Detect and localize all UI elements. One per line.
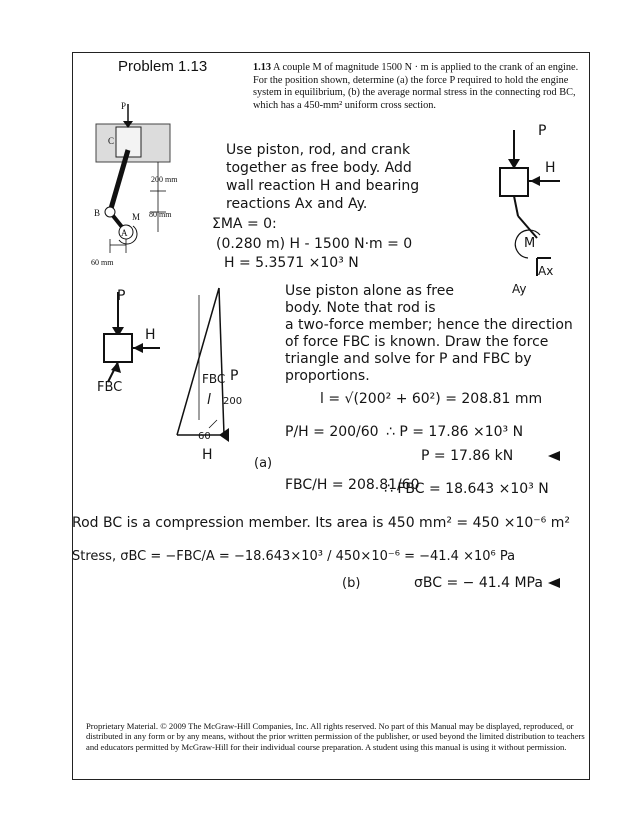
- solution-line-6: (0.280 m) H - 1500 N·m = 0: [216, 236, 413, 252]
- figure-label-m: M: [132, 212, 141, 222]
- equation-fbc-ratio: FBC/H = 208.81/60: [285, 477, 420, 493]
- solution-line-5: ΣMA = 0:: [212, 216, 277, 232]
- part-b-label: (b): [342, 576, 361, 591]
- problem-text: A couple M of magnitude 1500 N · m is applied to the crank of an engine. For the position shown, determine (a) the force P required to hold the engine system in equilibrium, (b) the average normal stress in the connecting rod BC, which has a 450-mm² uniform cross section.: [253, 62, 579, 112]
- fbd2-label-fbc: FBC: [97, 380, 123, 395]
- fbd1-label-ay: Ay: [512, 282, 527, 296]
- piston-text-4: of force FBC is known. Draw the force: [285, 334, 549, 350]
- triangle-label-200: 200: [223, 396, 243, 407]
- final-stress-answer: σBC = − 41.4 MPa: [414, 575, 543, 591]
- solution-line-3: wall reaction H and bearing: [226, 178, 420, 194]
- fbd2-label-p: P: [117, 288, 126, 304]
- problem-title: Problem 1.13: [118, 58, 208, 75]
- figure-label-b: B: [94, 208, 101, 218]
- answer-b-arrow: [548, 578, 560, 588]
- figure-label-p: P: [121, 101, 127, 111]
- figure-label-a: A: [121, 228, 128, 238]
- fbd1-label-h: H: [545, 160, 556, 176]
- fbd1-label-ax: Ax: [538, 264, 554, 278]
- piston-text-1: Use piston alone as free: [285, 283, 454, 299]
- triangle-label-h: H: [202, 447, 213, 463]
- dimension-80mm: 80 mm: [149, 210, 172, 219]
- piston-text-5: triangle and solve for P and FBC by: [285, 351, 532, 367]
- problem-number: 1.13: [253, 62, 272, 73]
- fbd2-label-h: H: [145, 327, 156, 343]
- rod-area-line: Rod BC is a compression member. Its area is 450 mm² = 450 ×10⁻⁶ m²: [72, 515, 570, 531]
- equation-length: l = √(200² + 60²) = 208.81 mm: [320, 391, 543, 407]
- piston-text-2: body. Note that rod is: [285, 300, 436, 316]
- piston-text-6: proportions.: [285, 368, 370, 384]
- piston-text-3: a two-force member; hence the direction: [285, 317, 573, 333]
- triangle-label-60: 60: [198, 431, 211, 442]
- equation-p-kn: P = 17.86 kN: [421, 448, 514, 464]
- triangle-label-l: l: [207, 392, 211, 408]
- dimension-60mm: 60 mm: [91, 258, 114, 267]
- part-a-label: (a): [254, 456, 273, 471]
- solution-line-1: Use piston, rod, and crank: [226, 142, 411, 158]
- equation-p-ratio: P/H = 200/60: [285, 424, 379, 440]
- equation-p-result: ∴ P = 17.86 ×10³ N: [386, 424, 524, 440]
- figure-label-c: C: [108, 136, 115, 146]
- dimension-200mm: 200 mm: [151, 175, 178, 184]
- stress-line: Stress, σBC = −FBC/A = −18.643×10³ / 450×10⁻⁶ = −41.4 ×10⁶ Pa: [72, 549, 516, 564]
- equation-fbc-result: ∴ FBC = 18.643 ×10³ N: [384, 481, 549, 497]
- triangle-label-p: P: [230, 368, 239, 384]
- problem-statement: [253, 62, 581, 113]
- footer-copyright: Proprietary Material. © 2009 The McGraw-Hill Companies, Inc. All rights reserved. No part of this Manual may be displayed, reproduced, or distributed in any form or by any means, without the prior written permission of the publisher, or used beyond the limited distribution to teachers and educators permitted by McGraw-Hill for their individual course preparation. A student using this manual is using it without permission.: [86, 721, 585, 752]
- fbd1-label-p: P: [538, 123, 547, 139]
- fbd1-label-m: M: [524, 236, 536, 251]
- solution-line-2: together as free body. Add: [226, 160, 412, 176]
- solution-line-7: H = 5.3571 ×10³ N: [224, 255, 359, 271]
- solution-line-4: reactions Ax and Ay.: [226, 196, 368, 212]
- engine-mechanism-figure: [88, 100, 238, 280]
- triangle-label-fbc: FBC: [202, 372, 226, 386]
- answer-a-arrow: [548, 451, 560, 461]
